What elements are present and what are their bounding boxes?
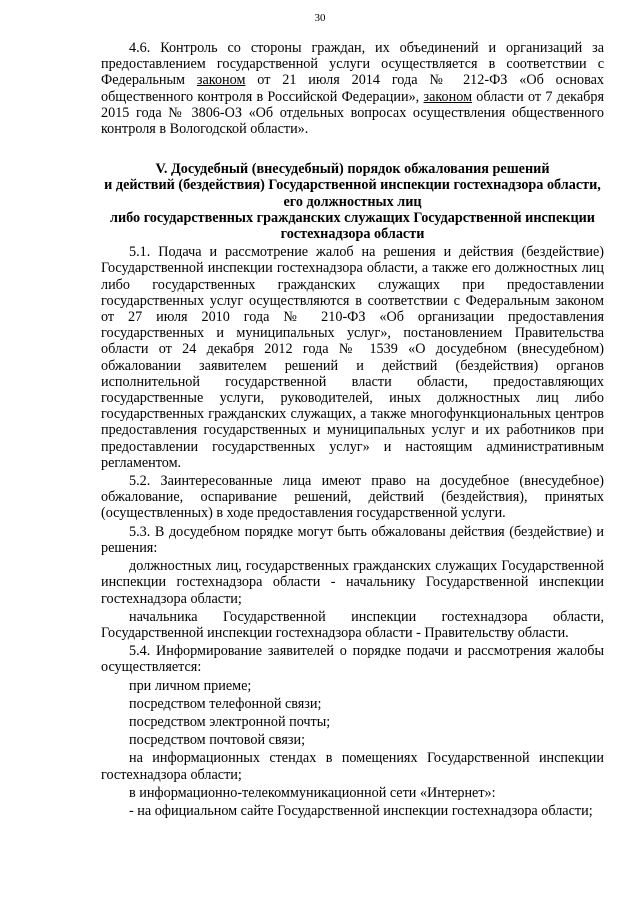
p46-mid: от 21 июля 2014 года № 212-ФЗ «Об основах общественного контроля в Российской Федерации», [101,72,604,105]
law-link-regional[interactable]: законом [423,88,473,105]
p46-prefix: 4.6. Контроль со стороны граждан, их объединений и организаций за предоставлением государственной услуги осуществляется в соответствии с Федеральным [101,40,604,89]
list-item: посредством почтовой связи; [129,732,306,749]
heading-line: гостехнадзора области [280,226,425,243]
p46-suffix: области от 7 декабря 2015 года № 3806-ОЗ «Об отдельных вопросах осуществления общественного контроля в Вологодской области». [101,88,604,138]
heading-line: V. Досудебный (внесудебный) порядок обжалования решений [155,161,550,178]
law-link-federal[interactable]: законом [196,72,246,89]
list-item: при личном приеме; [129,677,252,694]
heading-line: либо государственных гражданских служащих Государственной инспекции [110,209,595,226]
paragraph-4-6 [101,40,604,137]
list-item: на информационных стендах в помещениях Государственной инспекции гостехнадзора области; [101,750,604,783]
list-item: посредством телефонной связи; [129,695,322,712]
section-5-heading [101,161,604,242]
paragraph-5-3: 5.3. В досудебном порядке могут быть обжалованы действия (бездействие) и решения: [101,523,604,556]
document-body [101,40,604,819]
list-item: - на официальном сайте Государственной инспекции гостехнадзора области; [129,802,593,819]
list-item: должностных лиц, государственных гражданских служащих Государственной инспекции гостехнадзора области - начальнику Государственной инспекции гостехнадзора области; [101,558,604,607]
paragraph-5-4: 5.4. Информирование заявителей о порядке подачи и рассмотрения жалобы осуществляется: [101,643,604,676]
heading-line: его должностных лиц [283,193,422,210]
heading-line: и действий (бездействия) Государственной инспекции гостехнадзора области, [104,177,601,194]
paragraph-5-1: 5.1. Подача и рассмотрение жалоб на решения и действия (бездействие) Государственной инспекции гостехнадзора области, а также его должностных лиц либо государственных гражданских служащих при предоставлении государственных услуг осуществляются в соответствии с Федеральным законом от 27 июля 2010 года № 210-ФЗ «Об организации предоставления государственных и муниципальных услуг», постановлением Правительства области от 24 декабря 2012 года № 1539 «О досудебном (внесудебном) обжаловании заявителем решений и действий (бездействия) органов исполнительной государственной власти области, предоставляющих государственные услуги, руководителей, иных должностных лиц либо государственных гражданских служащих, а также многофункциональных центров предоставления государственных и муниципальных услуг и их работников при предоставлении государственных услуг» и настоящим административным регламентом. [101,244,604,471]
list-item: начальника Государственной инспекции гостехнадзора области, Государственной инспекции гостехнадзора области - Правительству области. [101,608,604,641]
paragraph-5-2: 5.2. Заинтересованные лица имеют право на досудебное (внесудебное) обжалование, оспаривание решений, действий (бездействия), принятых (осуществленных) в ходе предоставления государственной услуги. [101,473,604,522]
list-item: в информационно-телекоммуникационной сети «Интернет»: [129,784,496,801]
list-item: посредством электронной почты; [129,713,331,730]
page-number: 30 [314,12,326,24]
